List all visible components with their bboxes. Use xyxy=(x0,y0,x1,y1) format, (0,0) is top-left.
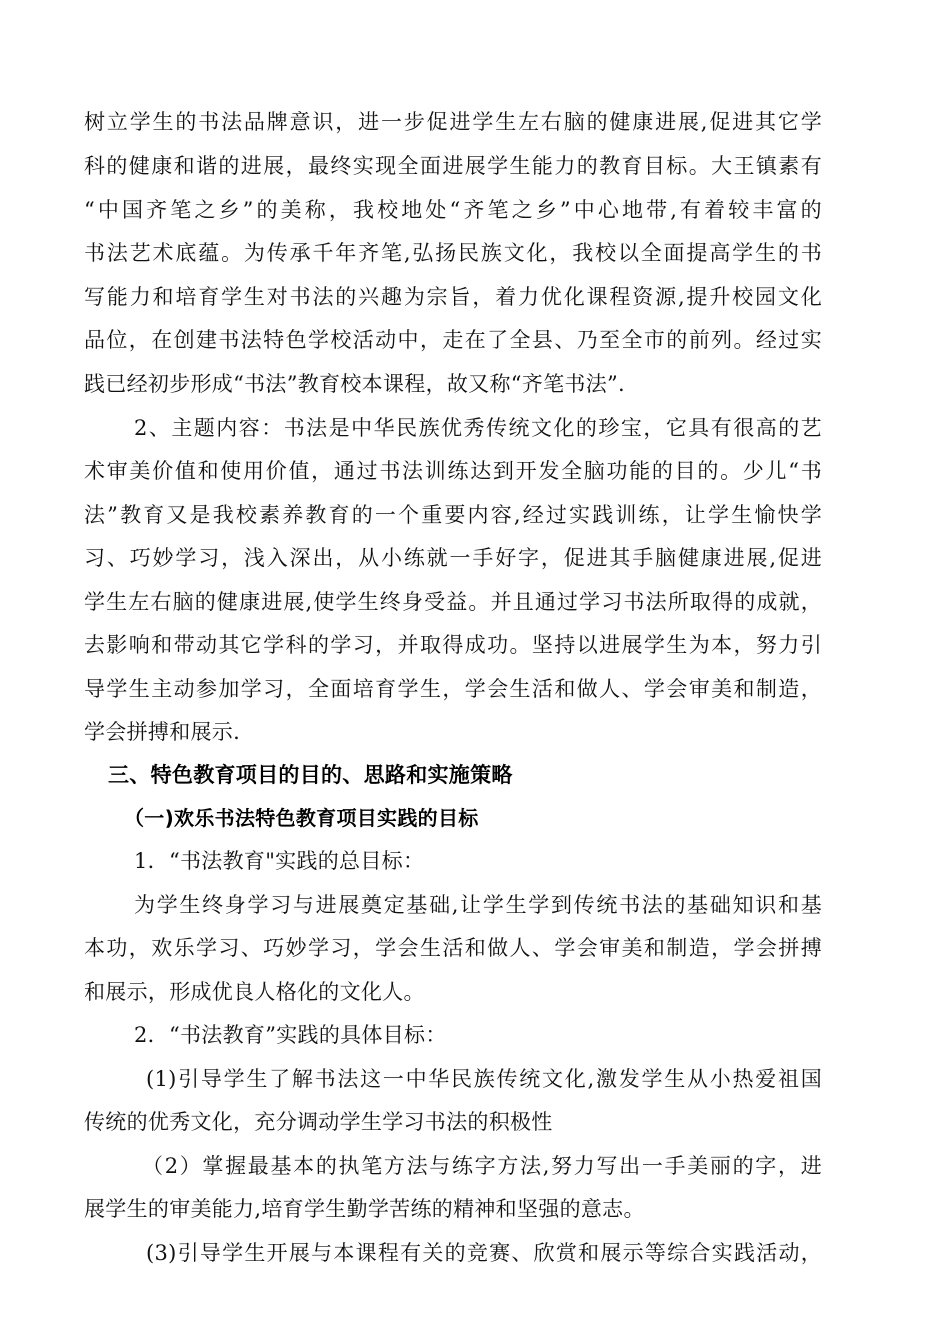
body-text-line: 和展示，形成优良人格化的文化人。 xyxy=(84,980,425,1004)
body-text-line: 导学生主动参加学习，全面培育学生，学会生活和做人、学会审美和制造， xyxy=(84,677,822,701)
body-text-line: 践已经初步形成“书法”教育校本课程，故又称“齐笔书法”. xyxy=(84,372,626,396)
body-text-line: 写能力和培育学生对书法的兴趣为宗旨，着力优化课程资源,提升校园文化 xyxy=(84,285,822,309)
body-text-line: “中国齐笔之乡”的美称，我校地处“齐笔之乡”中心地带,有着较丰富的 xyxy=(84,198,822,222)
body-text-line: 书法艺术底蕴。为传承千年齐笔,弘扬民族文化，我校以全面提高学生的书 xyxy=(84,241,822,265)
paragraph-first-line: 为学生终身学习与进展奠定基础,让学生学到传统书法的基础知识和基 xyxy=(134,893,822,917)
body-text-line: 传统的优秀文化，充分调动学生学习书法的积极性 xyxy=(84,1110,553,1134)
list-item-first-line: (1)引导学生了解书法这一中华民族传统文化,激发学生从小热爱祖国 xyxy=(146,1067,822,1091)
body-text-line: 术审美价值和使用价值，通过书法训练达到开发全脑功能的目的。少儿“书 xyxy=(84,459,822,483)
body-text-line: 学会拼搏和展示. xyxy=(84,720,241,744)
body-text-line: 科的健康和谐的进展，最终实现全面进展学生能力的教育目标。大王镇素有 xyxy=(84,154,822,178)
list-item-first-line: （2）掌握最基本的执笔方法与练字方法,努力写出一手美丽的字，进 xyxy=(142,1154,822,1178)
paragraph-first-line: 2、主题内容：书法是中华民族优秀传统文化的珍宝，它具有很高的艺 xyxy=(134,416,822,440)
list-item-first-line: (3)引导学生开展与本课程有关的竞赛、欣赏和展示等综合实践活动， xyxy=(146,1241,822,1265)
body-text-line: 习、巧妙学习，浅入深出，从小练就一手好字，促进其手脑健康进展,促进 xyxy=(84,546,822,570)
body-text-line: 法”教育又是我校素养教育的一个重要内容,经过实践训练，让学生愉快学 xyxy=(84,503,822,527)
body-text-line: 品位，在创建书法特色学校活动中，走在了全县、乃至全市的前列。经过实 xyxy=(84,328,822,352)
subsection-heading: （一)欢乐书法特色教育项目实践的目标 xyxy=(124,806,479,830)
body-text-line: 学生左右脑的健康进展,使学生终身受益。并且通过学习书法所取得的成就， xyxy=(84,590,822,614)
body-text-line: 去影响和带动其它学科的学习，并取得成功。坚持以进展学生为本，努力引 xyxy=(84,633,822,657)
body-text-line: 树立学生的书法品牌意识，进一步促进学生左右脑的健康进展,促进其它学 xyxy=(84,110,822,134)
list-item-heading: 2．“书法教育”实践的具体目标： xyxy=(134,1023,447,1047)
list-item-heading: 1．“书法教育"实践的总目标： xyxy=(134,849,425,873)
body-text-line: 展学生的审美能力,培育学生勤学苦练的精神和坚强的意志。 xyxy=(84,1197,645,1221)
body-text-line: 本功，欢乐学习、巧妙学习，学会生活和做人、学会审美和制造，学会拼搏 xyxy=(84,936,822,960)
section-heading: 三、特色教育项目的目的、思路和实施策略 xyxy=(108,763,513,787)
